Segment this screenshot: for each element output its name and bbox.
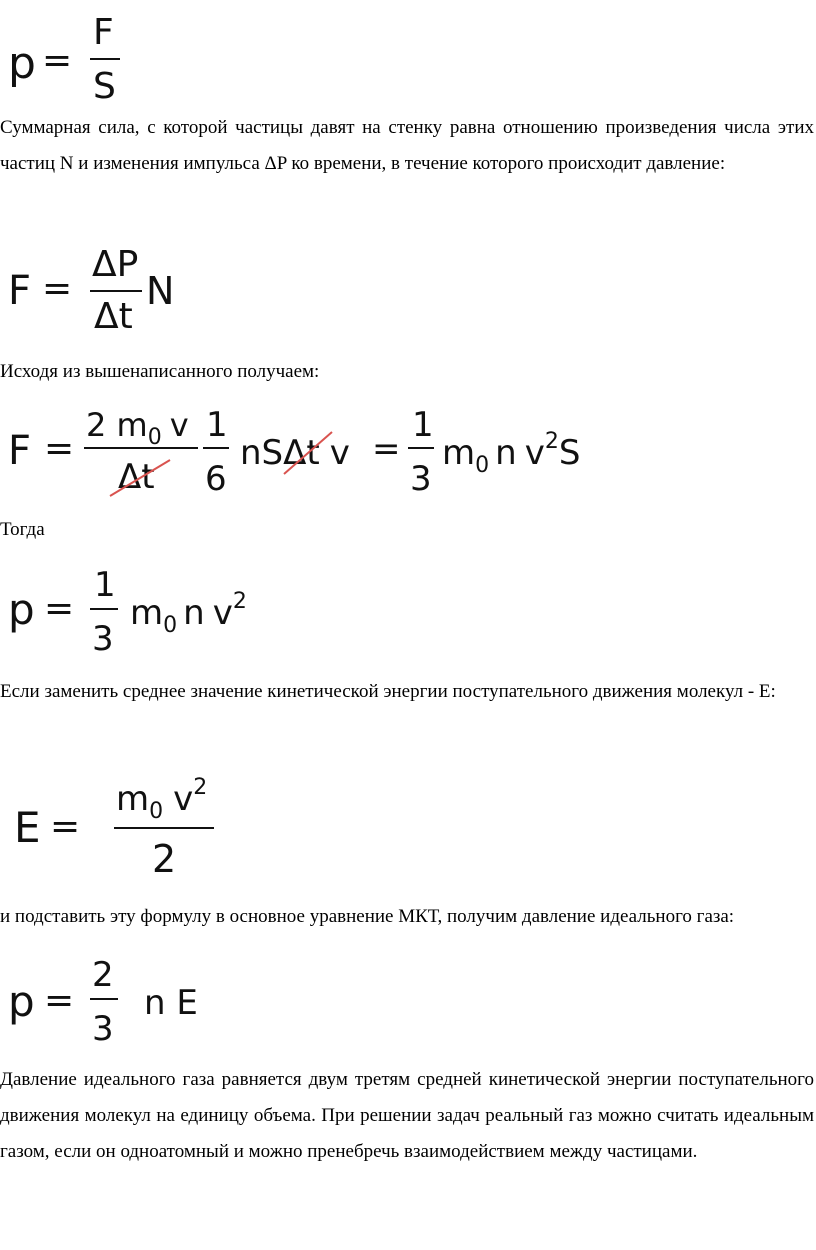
fraction-numerator: 1 xyxy=(94,565,116,605)
paragraph-energy-substitution: Если заменить среднее значение кинетической энергии поступательного движения молекул - E: xyxy=(0,681,776,702)
paragraph-derivation-intro: Исходя из вышенаписанного получаем: xyxy=(0,361,320,382)
formula-lhs: F xyxy=(8,268,32,314)
formula-lhs: F xyxy=(8,428,32,474)
formula-equals: = xyxy=(42,268,73,309)
fraction2-numerator: 1 xyxy=(206,405,228,445)
formula-rhs: $m_0$ n $v^2S$ xyxy=(442,429,581,478)
formula-equals: = xyxy=(44,980,75,1021)
formula-force xyxy=(0,238,200,338)
formula-equals: = xyxy=(50,806,81,847)
formula-lhs: p xyxy=(8,977,35,1026)
fraction1-numerator: 2 $m_0$ v xyxy=(86,406,189,450)
paragraph-ideal-gas-substitution: и подставить эту формулу в основное уравнение МКТ, получим давление идеального газа: xyxy=(0,906,735,927)
fraction3-numerator: 1 xyxy=(412,405,434,445)
formula-equals: = xyxy=(42,40,73,81)
fraction-denominator: 3 xyxy=(92,1009,114,1049)
formula-lhs: E xyxy=(14,803,41,852)
fraction-numerator: ΔP xyxy=(92,244,139,285)
fraction2-denominator: 6 xyxy=(205,459,227,499)
formula-pressure-force-area xyxy=(0,0,140,105)
formula-derivation xyxy=(0,398,620,503)
paragraph-then: Тогда xyxy=(0,519,45,540)
fraction-numerator: $m_0$ $v^2$ xyxy=(116,775,208,824)
fraction-numerator: F xyxy=(93,12,114,53)
formula-rhs: n E xyxy=(144,983,198,1023)
fraction-denominator: Δt xyxy=(94,296,133,337)
fraction-numerator: 2 xyxy=(92,955,114,995)
formula-lhs: p xyxy=(8,585,35,634)
fraction3-denominator: 3 xyxy=(410,459,432,499)
formula-ideal-gas-pressure xyxy=(0,946,220,1051)
formula-middle: nSΔt v xyxy=(240,433,350,473)
formula-kinetic-energy xyxy=(0,770,240,880)
formula-equals: = xyxy=(44,588,75,629)
formula-pressure-mkt xyxy=(0,558,280,663)
formula-lhs: p xyxy=(8,38,36,89)
fraction-denominator: 2 xyxy=(152,837,177,881)
fraction1-denominator: Δt xyxy=(118,457,155,497)
paragraph-conclusion: Давление идеального газа равняется двум третям средней кинетической энергии поступательного движения молекул на единицу объема. При решении задач реальный газ можно считать идеальным газом, если он одноатомный и можно пренебречь взаимодействием между частицами. xyxy=(0,1069,814,1162)
formula-equals: = xyxy=(44,428,75,469)
formula-equals-2: = xyxy=(372,429,401,469)
fraction-denominator: S xyxy=(93,66,116,107)
formula-tail: N xyxy=(146,269,175,313)
fraction-denominator: 3 xyxy=(92,619,114,659)
paragraph-force-definition: Суммарная сила, с которой частицы давят на стенку равна отношению произведения числа этих частиц N и изменения импульса ΔP ко времени, в течение которого происходит давление: xyxy=(0,117,814,174)
formula-rhs: $m_0$ n $v^2$ xyxy=(130,589,247,638)
